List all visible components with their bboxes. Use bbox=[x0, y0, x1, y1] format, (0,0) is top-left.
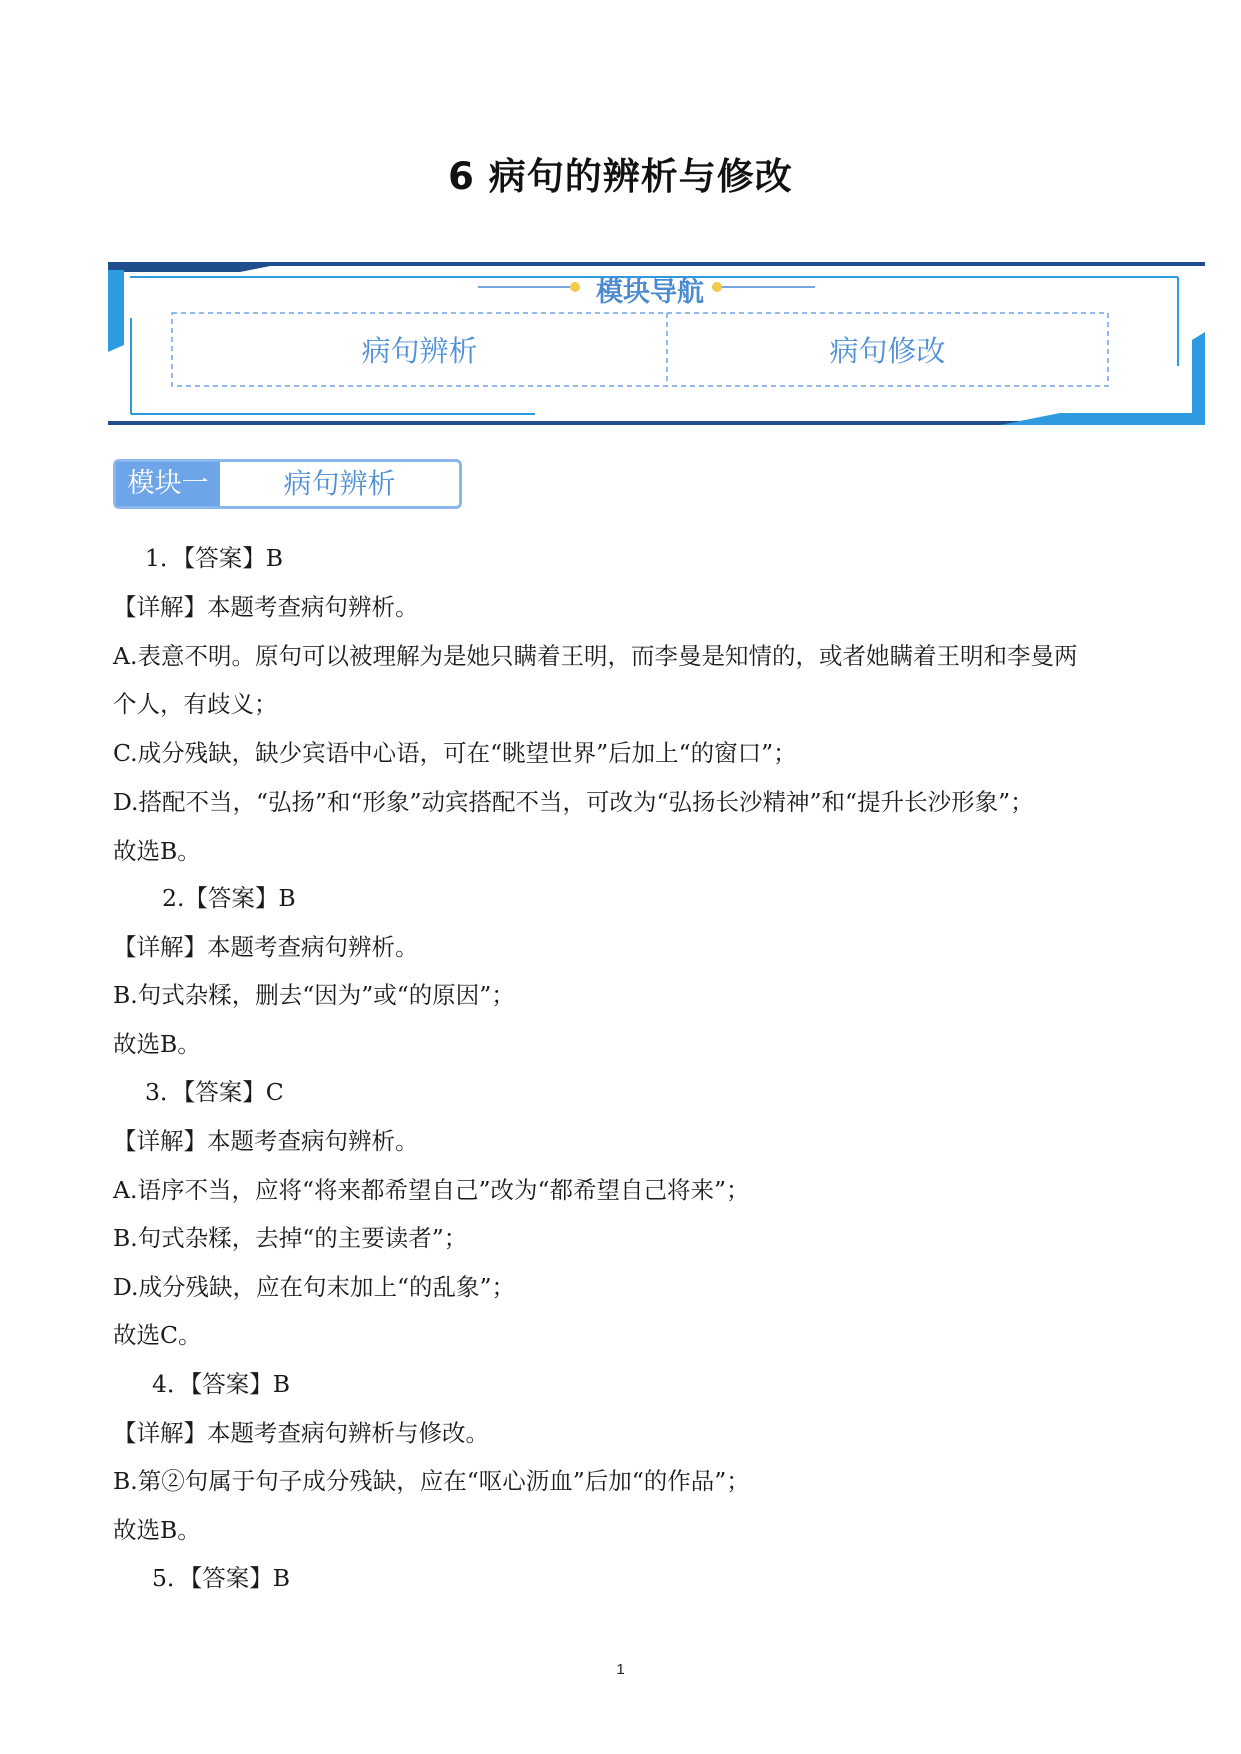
detail-line: 【详解】本题考查病句辨析与修改。 bbox=[113, 1419, 489, 1447]
page-number: 1 bbox=[616, 1661, 625, 1678]
analysis-line: 个人，有歧义； bbox=[113, 690, 278, 718]
analysis-line: D.搭配不当，“弘扬”和“形象”动宾搭配不当，可改为“弘扬长沙精神”和“提升长沙形象”； bbox=[113, 788, 1034, 816]
analysis-line: D.成分残缺，应在句末加上“的乱象”； bbox=[113, 1273, 516, 1301]
analysis-line: B.句式杂糅，去掉“的主要读者”； bbox=[113, 1224, 468, 1252]
answer-line-5: 5．【答案】B bbox=[152, 1564, 290, 1592]
module-one-header bbox=[113, 459, 462, 509]
analysis-line: B.句式杂糅，删去“因为”或“的原因”； bbox=[113, 981, 515, 1009]
analysis-line: A.语序不当，应将“将来都希望自己”改为“都希望自己将来”； bbox=[113, 1176, 750, 1204]
conclusion-line: 故选B。 bbox=[113, 1030, 201, 1058]
module-tag: 模块一 bbox=[116, 462, 220, 506]
module-title: 病句辨析 bbox=[283, 467, 396, 500]
conclusion-line: 故选B。 bbox=[113, 1516, 201, 1544]
nav-item-bingju-xiugai[interactable]: 病句修改 bbox=[829, 334, 946, 368]
detail-line: 【详解】本题考查病句辨析。 bbox=[113, 593, 419, 621]
answer-line-3: 3．【答案】C bbox=[145, 1078, 284, 1106]
conclusion-line: 故选B。 bbox=[113, 837, 201, 865]
analysis-line: B.第②句属于句子成分残缺，应在“呕心沥血”后加“的作品”； bbox=[113, 1467, 750, 1495]
answer-line-1: 1．【答案】B bbox=[145, 544, 283, 572]
conclusion-line: 故选C。 bbox=[113, 1321, 202, 1349]
detail-line: 【详解】本题考查病句辨析。 bbox=[113, 933, 419, 961]
detail-line: 【详解】本题考查病句辨析。 bbox=[113, 1127, 419, 1155]
page-title: 6 病句的辨析与修改 bbox=[448, 155, 793, 198]
analysis-line: A.表意不明。原句可以被理解为是她只瞒着王明，而李曼是知情的，或者她瞒着王明和李曼两 bbox=[113, 642, 1078, 670]
analysis-line: C.成分残缺，缺少宾语中心语，可在“眺望世界”后加上“的窗口”； bbox=[113, 739, 797, 767]
module-nav-heading: 模块导航 bbox=[596, 277, 704, 308]
answer-line-2: 2.【答案】B bbox=[162, 884, 296, 912]
answer-line-4: 4．【答案】B bbox=[152, 1370, 290, 1398]
nav-item-bingju-bianxi[interactable]: 病句辨析 bbox=[361, 334, 478, 368]
